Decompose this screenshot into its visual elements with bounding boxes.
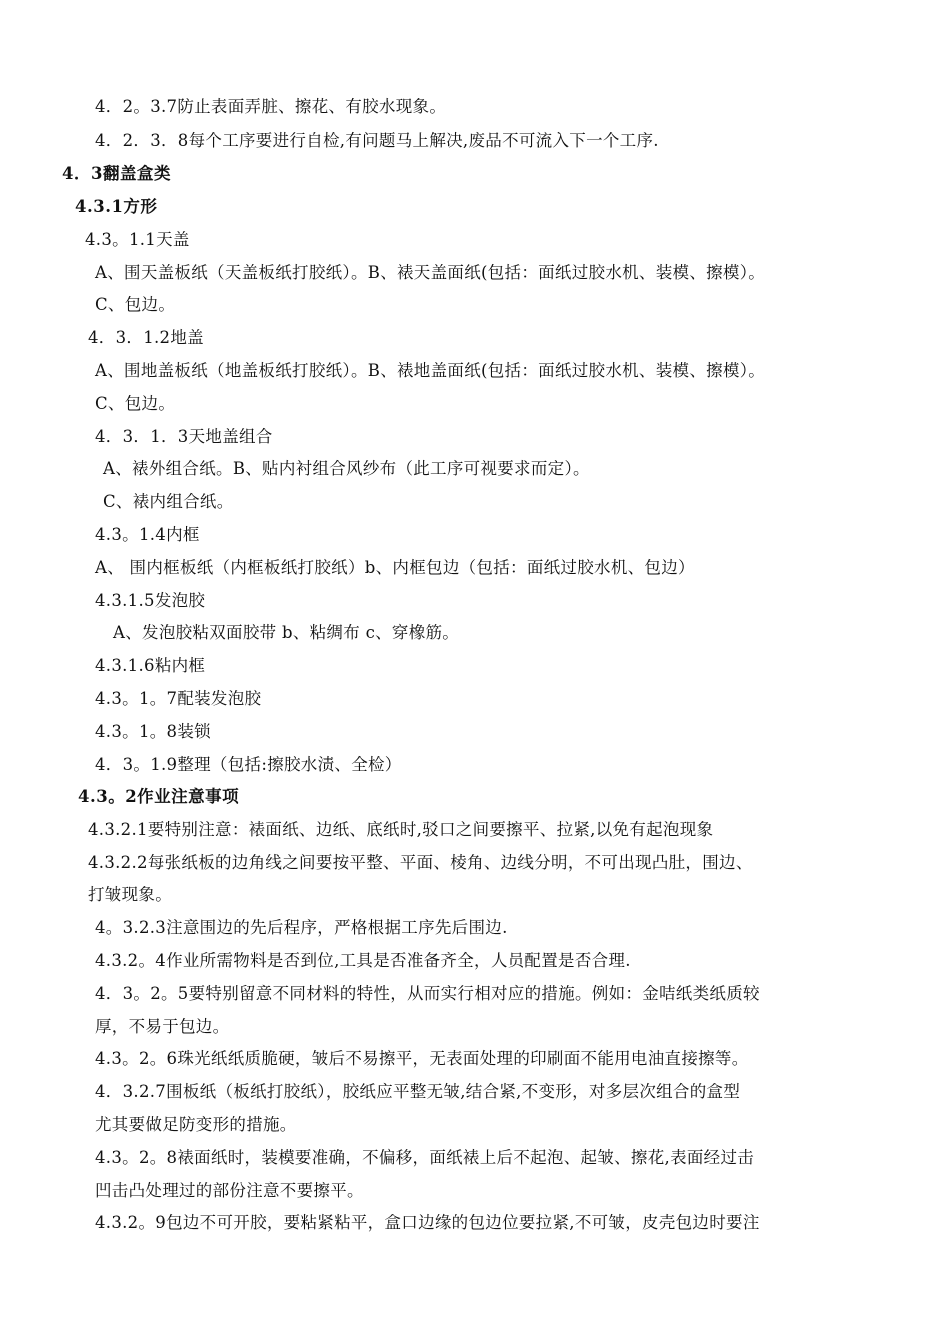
text-line: 4.3.2.1要特别注意：裱面纸、边纸、底纸时,驳口之间要擦平、拉紧,以免有起泡现象 <box>88 820 714 839</box>
text-line: C、裱内组合纸。 <box>103 492 234 511</box>
subsection-title: 4.3。1。8装锁 <box>95 722 211 741</box>
subsection-title: 4．3。1.9整理（包括:擦胶水渍、全检） <box>95 755 402 774</box>
text-line: 4.3.2.2每张纸板的边角线之间要按平整、平面、棱角、边线分明，不可出现凸肚，围边、 <box>88 853 753 872</box>
subsection-title: 4.3.1.6粘内框 <box>95 656 206 675</box>
text-line: 凹击凸处理过的部份注意不要擦平。 <box>95 1181 364 1200</box>
text-line: 4.3.2。9包边不可开胶，要粘紧粘平，盒口边缘的包边位要拉紧,不可皱，皮壳包边时要注 <box>95 1213 760 1232</box>
section-heading: 4.3.1方形 <box>75 197 158 216</box>
subsection-title: 4．3．1.2地盖 <box>88 328 204 347</box>
text-line: C、包边。 <box>95 295 176 314</box>
text-line: 4．2。3.7防止表面弄脏、擦花、有胶水现象。 <box>95 97 447 116</box>
text-line: A、围地盖板纸（地盖板纸打胶纸）。B、裱地盖面纸(包括：面纸过胶水机、装模、擦模）。 <box>95 361 766 380</box>
text-line: 4.3.2。4作业所需物料是否到位,工具是否准备齐全，人员配置是否合理. <box>95 951 631 970</box>
text-line: 4。3.2.3注意围边的先后程序，严格根据工序先后围边. <box>95 918 508 937</box>
text-line: C、包边。 <box>95 394 176 413</box>
text-line: 尤其要做足防变形的措施。 <box>95 1115 297 1134</box>
section-heading: 4.3。2作业注意事项 <box>78 787 240 806</box>
subsection-title: 4.3.1.5发泡胶 <box>95 591 206 610</box>
text-line: A、裱外组合纸。B、贴内衬组合风纱布（此工序可视要求而定）。 <box>103 459 590 478</box>
subsection-title: 4．3．1．3天地盖组合 <box>95 427 273 446</box>
subsection-title: 4.3。1。7配装发泡胶 <box>95 689 262 708</box>
subsection-title: 4.3。1.4内框 <box>95 525 200 544</box>
text-line: 打皱现象。 <box>88 885 172 904</box>
text-line: A、发泡胶粘双面胶带 b、粘绸布 c、穿橡筋。 <box>113 623 460 642</box>
text-line: 4．3.2.7围板纸（板纸打胶纸），胶纸应平整无皱,结合紧,不变形，对多层次组合的盒型 <box>95 1082 741 1101</box>
text-line: 4．3。2。5要特别留意不同材料的特性，从而实行相对应的措施。例如：金咭纸类纸质较 <box>95 984 760 1003</box>
text-line: A、 围内框板纸（内框板纸打胶纸）b、内框包边（包括：面纸过胶水机、包边） <box>95 558 695 577</box>
text-line: 4.3。2。8裱面纸时，装模要准确，不偏移，面纸裱上后不起泡、起皱、擦花,表面经过击 <box>95 1148 755 1167</box>
text-line: 厚，不易于包边。 <box>95 1017 230 1036</box>
subsection-title: 4.3。1.1天盖 <box>85 230 190 249</box>
section-heading: 4．3翻盖盒类 <box>62 164 171 183</box>
text-line: 4.3。2。6珠光纸纸质脆硬，皱后不易擦平，无表面处理的印刷面不能用电油直接擦等。 <box>95 1049 749 1068</box>
text-line: A、围天盖板纸（天盖板纸打胶纸）。B、裱天盖面纸(包括：面纸过胶水机、装模、擦模）。 <box>95 263 766 282</box>
text-line: 4．2．3．8每个工序要进行自检,有问题马上解决,废品不可流入下一个工序. <box>95 131 659 150</box>
